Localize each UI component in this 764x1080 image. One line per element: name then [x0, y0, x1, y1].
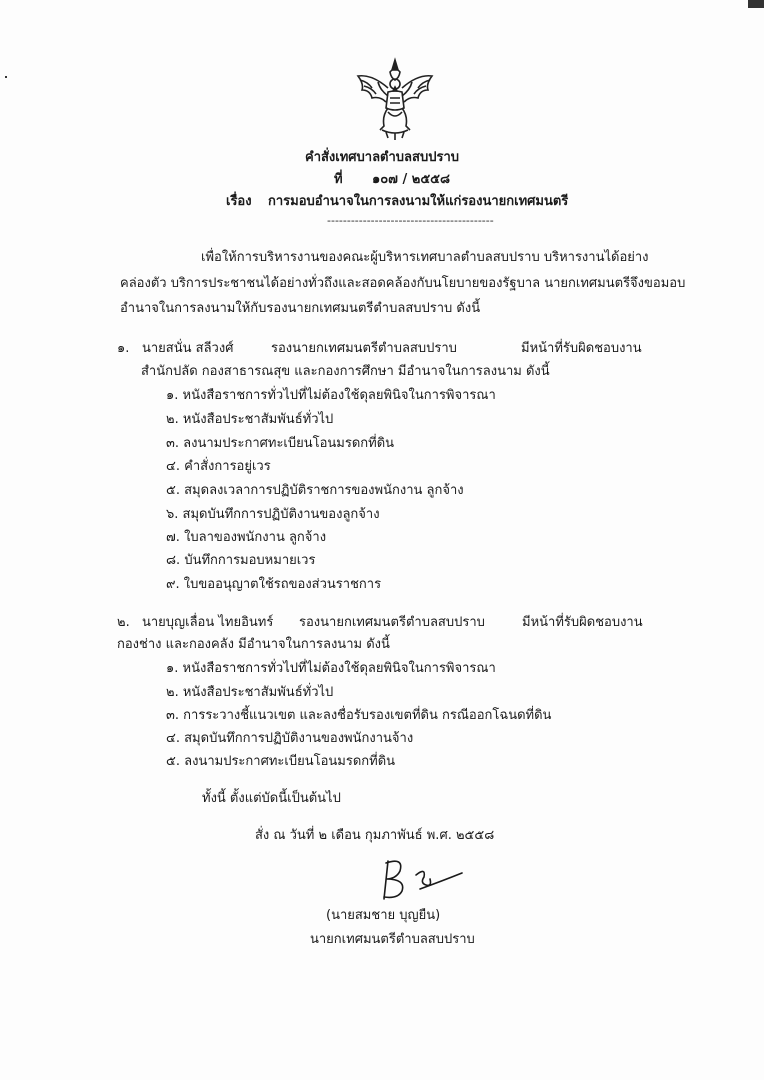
section1-position: รองนายกเทศมนตรีตำบลสบปราบ	[271, 341, 457, 356]
list-item: ๔. สมุดบันทึกการปฏิบัติงานของพนักงานจ้าง	[166, 731, 414, 746]
signer-title: นายกเทศมนตรีตำบลสบปราบ	[310, 932, 475, 947]
effective-clause: ทั้งนี้ ตั้งแต่บัดนี้เป็นต้นไป	[202, 791, 341, 806]
section2-name: นายบุญเลื่อน ไทยอินทร์	[142, 615, 274, 630]
list-item: ๕. ลงนามประกาศทะเบียนโอนมรดกที่ดิน	[166, 754, 396, 769]
intro-line-2: คล่องตัว บริการประชาชนได้อย่างทั่วถึงและสอดคล้องกับนโยบายของรัฐบาล นายกเทศมนตรีจึงขอมอบ	[120, 276, 686, 291]
list-item: ๗. ใบลาของพนักงาน ลูกจ้าง	[166, 530, 327, 545]
list-item: ๖. สมุดบันทึกการปฏิบัติงานของลูกจ้าง	[166, 507, 380, 522]
header-separator: ------------------------------------------	[327, 214, 494, 227]
list-item: ๕. สมุดลงเวลาการปฏิบัติราชการของพนักงาน ลูกจ้าง	[166, 483, 464, 498]
intro-line-1: เพื่อให้การบริหารงานของคณะผู้บริหารเทศบาลตำบลสบปราบ บริหารงานได้อย่าง	[201, 250, 649, 265]
handwritten-signature	[376, 855, 466, 905]
order-number: ๑๐๗ / ๒๕๕๘	[372, 172, 451, 187]
list-item: ๘. บันทึกการมอบหมายเวร	[166, 553, 316, 568]
section2-duty: มีหน้าที่รับผิดชอบงาน	[522, 615, 643, 630]
section2-continuation: กองช่าง และกองคลัง มีอำนาจในการลงนาม ดังนี้	[117, 637, 390, 652]
section1-continuation: สำนักปลัด กองสาธารณสุข และกองการศึกษา มีอำนาจในการลงนาม ดังนี้	[141, 364, 550, 379]
section1-number: ๑.	[117, 341, 130, 356]
list-item: ๔. คำสั่งการอยู่เวร	[166, 459, 271, 474]
section2-position: รองนายกเทศมนตรีตำบลสบปราบ	[299, 615, 485, 630]
intro-line-3: อำนาจในการลงนามให้กับรองนายกเทศมนตรีตำบลสบปราบ ดังนี้	[120, 301, 481, 316]
subject-label: เรื่อง	[226, 194, 252, 209]
list-item: ๒. หนังสือประชาสัมพันธ์ทั่วไป	[166, 685, 334, 700]
garuda-emblem-icon	[352, 56, 438, 142]
order-title: คำสั่งเทศบาลตำบลสบปราบ	[305, 150, 459, 165]
list-item: ๑. หนังสือราชการทั่วไปที่ไม่ต้องใช้ดุลยพินิจในการพิจารณา	[166, 388, 496, 403]
list-item: ๓. การระวางชี้แนวเขต และลงชื่อรับรองเขตที่ดิน กรณีออกโฉนดที่ดิน	[166, 708, 552, 723]
signer-name: (นายสมชาย บุญยืน)	[326, 908, 441, 923]
scan-dot	[5, 76, 7, 78]
subject-text: การมอบอำนาจในการลงนามให้แก่รองนายกเทศมนตรี	[268, 194, 569, 209]
order-date: สั่ง ณ วันที่ ๒ เดือน กุมภาพันธ์ พ.ศ. ๒๕๕๘	[255, 828, 495, 843]
list-item: ๙. ใบขออนุญาตใช้รถของส่วนราชการ	[166, 577, 382, 592]
order-number-label: ที่	[334, 172, 343, 187]
list-item: ๒. หนังสือประชาสัมพันธ์ทั่วไป	[166, 412, 334, 427]
section1-duty: มีหน้าที่รับผิดชอบงาน	[521, 341, 642, 356]
list-item: ๑. หนังสือราชการทั่วไปที่ไม่ต้องใช้ดุลยพินิจในการพิจารณา	[166, 661, 496, 676]
scan-edge-mark	[748, 0, 764, 8]
section1-name: นายสนั่น สลีวงศ์	[142, 341, 234, 356]
list-item: ๓. ลงนามประกาศทะเบียนโอนมรดกที่ดิน	[166, 436, 395, 451]
section2-number: ๒.	[117, 615, 130, 630]
